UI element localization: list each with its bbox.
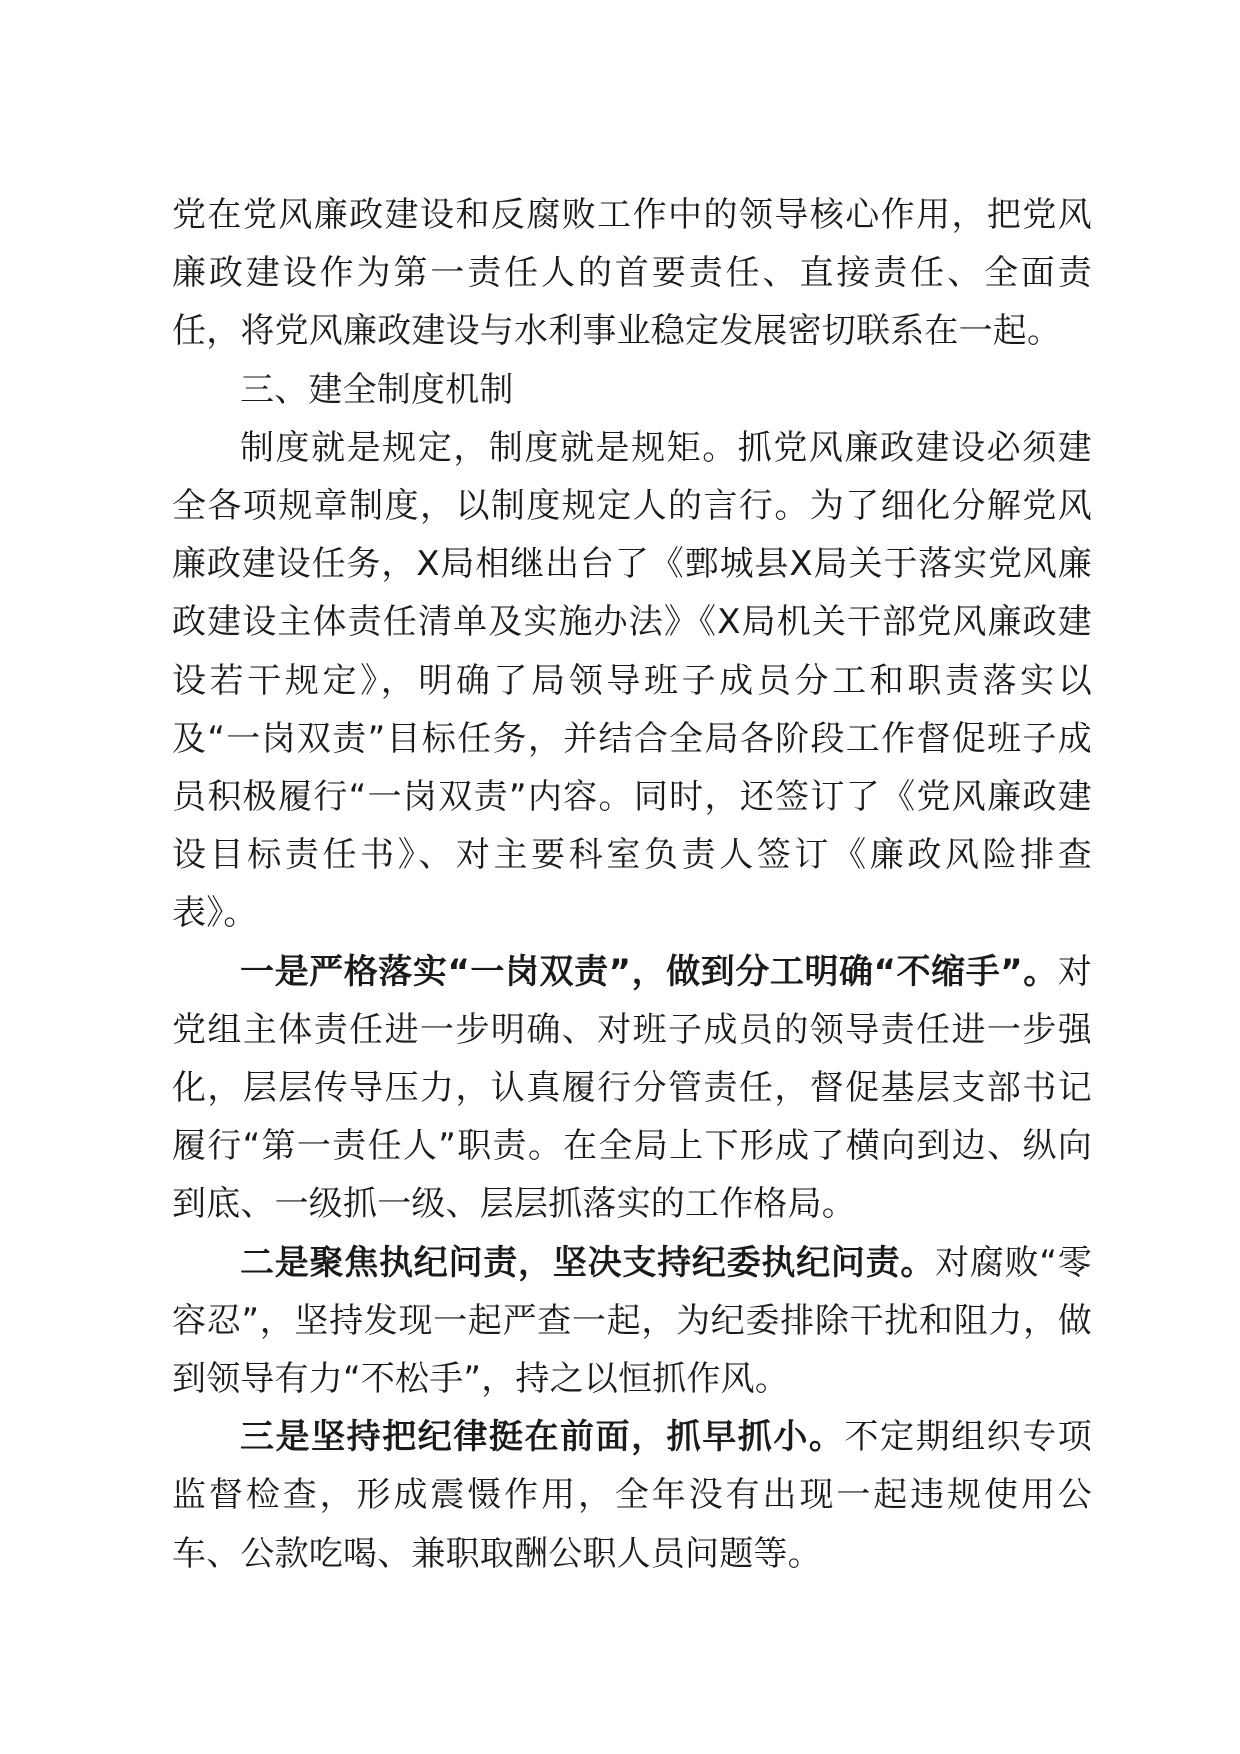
point-two-lead: 二是聚焦执纪问责，坚决支持纪委执纪问责。 [240,1242,936,1283]
point-one-body: 对党组主体责任进一步明确、对班子成员的领导责任进一步强化，层层传导压力，认真履行分管责任，督促基层支部书记履行“第一责任人”职责。在全局上下形成了横向到边、纵向到底、一级抓一级、层层抓落实的工作格局。 [172,951,1092,1225]
point-two-body: 对腐败“零容忍”，坚持发现一起严查一起，为纪委排除干扰和阻力，做到领导有力“不松手”，持之以恒抓作风。 [172,1242,1092,1400]
paragraph-point-one [172,943,1092,1234]
point-three-lead: 三是坚持把纪律挺在前面，抓早抓小。 [240,1417,845,1458]
paragraph-institution: 制度就是规定，制度就是规矩。抓党风廉政建设必须建全各项规章制度，以制度规定人的言行。为了细化分解党风廉政建设任务，X局相继出台了《鄄城县X局关于落实党风廉政建设主体责任清单及实施办法》《X局机关干部党风廉政建设若干规定》，明确了局领导班子成员分工和职责落实以及“一岗双责”目标任务，并结合全局各阶段工作督促班子成员积极履行“一岗双责”内容。同时，还签订了《党风廉政建设目标责任书》、对主要科室负责人签订《廉政风险排查表》。 [172,427,1092,934]
section-heading: 三、建全制度机制 [240,369,514,410]
document-body [172,186,1092,1583]
point-three-body: 不定期组织专项监督检查，形成震慑作用，全年没有出现一起违规使用公车、公款吃喝、兼职取酬公职人员问题等。 [172,1417,1092,1574]
point-one-lead: 一是严格落实“一岗双责”，做到分工明确“不缩手”。 [240,951,1058,992]
paragraph-point-two [172,1234,1092,1409]
paragraph-continuation: 党在党风廉政建设和反腐败工作中的领导核心作用，把党风廉政建设作为第一责任人的首要责任、直接责任、全面责任，将党风廉政建设与水利事业稳定发展密切联系在一起。 [172,195,1092,352]
paragraph-point-three [172,1408,1092,1583]
